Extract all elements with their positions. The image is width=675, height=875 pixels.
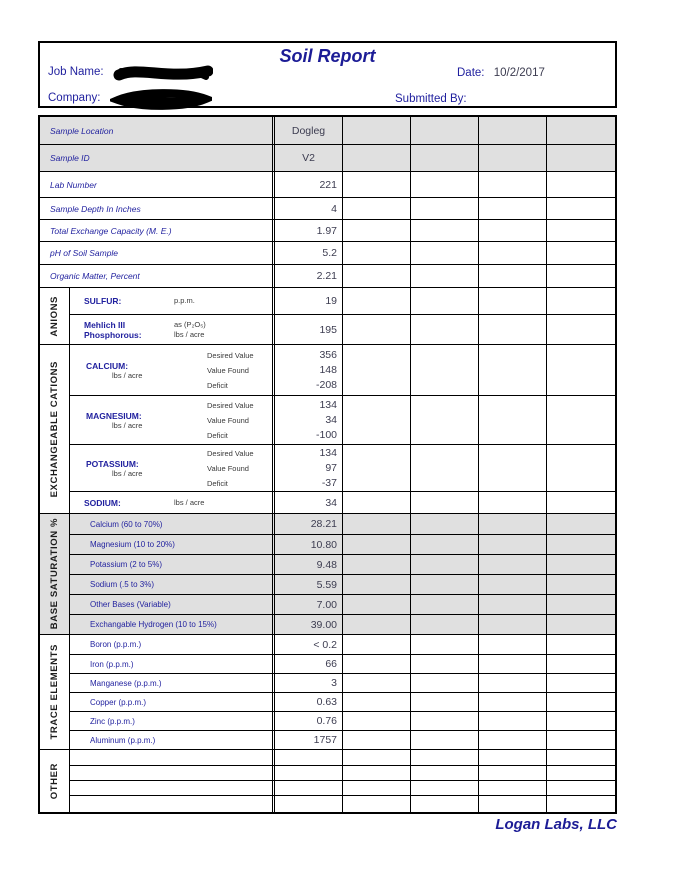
- empty-cell: [479, 242, 547, 264]
- table-row: [40, 264, 615, 287]
- row-label: Aluminum (p.p.m.): [70, 731, 275, 749]
- empty-cell: [479, 781, 547, 795]
- empty-cell: [343, 635, 411, 654]
- value-cell: 7.00: [275, 595, 343, 614]
- table-row: [40, 171, 615, 197]
- lab-signature: Logan Labs, LLC: [495, 816, 617, 833]
- label-cell: [70, 445, 275, 491]
- value-cell: 5.59: [275, 575, 343, 594]
- row-label: Potassium (2 to 5%): [70, 555, 275, 574]
- empty-cell: [479, 514, 547, 534]
- empty-cell: [411, 220, 479, 241]
- empty-cell: [547, 145, 615, 171]
- empty-label-cell: [70, 750, 275, 765]
- empty-cell: [411, 674, 479, 692]
- empty-cell: [343, 555, 411, 574]
- table-row: [70, 711, 615, 730]
- empty-cell: [411, 615, 479, 634]
- empty-cell: [479, 445, 547, 491]
- value-cell: 134 34 -100: [275, 396, 343, 444]
- empty-cell: [343, 220, 411, 241]
- empty-cell: [547, 655, 615, 673]
- empty-cell: [547, 220, 615, 241]
- table-row: [40, 241, 615, 264]
- value-cell: Dogleg: [275, 117, 343, 144]
- empty-cell: [547, 635, 615, 654]
- date-row: [457, 67, 545, 79]
- empty-cell: [411, 796, 479, 812]
- date-label: Date:: [457, 67, 485, 79]
- analyte-name: SODIUM:: [84, 497, 121, 508]
- empty-cell: [411, 766, 479, 780]
- empty-cell: [547, 615, 615, 634]
- empty-cell: [343, 693, 411, 711]
- row-label: Boron (p.p.m.): [70, 635, 275, 654]
- empty-cell: [343, 781, 411, 795]
- empty-cell: [479, 693, 547, 711]
- empty-cell: [479, 117, 547, 144]
- value-cell: 1757: [275, 731, 343, 749]
- empty-cell: [547, 781, 615, 795]
- empty-cell: [479, 766, 547, 780]
- table-row: [70, 692, 615, 711]
- value-cell: < 0.2: [275, 635, 343, 654]
- analyte-name: MAGNESIUM:: [86, 410, 142, 421]
- empty-cell: [479, 615, 547, 634]
- row-label: Organic Matter, Percent: [50, 271, 140, 281]
- empty-cell: [547, 492, 615, 513]
- empty-cell: [343, 492, 411, 513]
- empty-cell: [343, 145, 411, 171]
- value-cell: 39.00: [275, 615, 343, 634]
- empty-cell: [547, 242, 615, 264]
- analyte-name: POTASSIUM:: [86, 458, 139, 469]
- empty-cell: [479, 492, 547, 513]
- analyte-unit: lbs / acre: [174, 497, 205, 507]
- empty-cell: [411, 635, 479, 654]
- empty-cell: [479, 315, 547, 344]
- label-cell: [70, 315, 275, 344]
- empty-cell: [479, 220, 547, 241]
- table-row: [70, 288, 615, 314]
- empty-cell: [547, 514, 615, 534]
- submitted-by-label: Submitted By:: [395, 93, 467, 105]
- empty-cell: [411, 575, 479, 594]
- empty-cell: [479, 145, 547, 171]
- empty-cell: [479, 535, 547, 554]
- empty-cell: [547, 345, 615, 395]
- empty-cell: [479, 712, 547, 730]
- empty-cell: [343, 655, 411, 673]
- value-cell: 2.21: [275, 265, 343, 287]
- empty-cell: [343, 575, 411, 594]
- table-row: [70, 730, 615, 749]
- empty-cell: [411, 315, 479, 344]
- report-title: Soil Report: [279, 46, 376, 66]
- analyte-unit: lbs / acre: [112, 468, 143, 478]
- empty-cell: [411, 198, 479, 219]
- empty-cell: [547, 595, 615, 614]
- empty-cell: [343, 445, 411, 491]
- label-cell: [70, 288, 275, 314]
- empty-cell: [479, 345, 547, 395]
- soil-data-table: [38, 115, 617, 814]
- empty-cell: [411, 242, 479, 264]
- row-label: Other Bases (Variable): [70, 595, 275, 614]
- empty-cell: [343, 766, 411, 780]
- empty-cell: [479, 198, 547, 219]
- empty-cell: [275, 766, 343, 780]
- empty-cell: [479, 674, 547, 692]
- empty-cell: [411, 712, 479, 730]
- label-cell: [40, 265, 275, 287]
- table-row: [70, 491, 615, 513]
- label-cell: [40, 220, 275, 241]
- base-saturation-section: [40, 513, 615, 634]
- row-label: Total Exchange Capacity (M. E.): [50, 225, 172, 236]
- value-cell: 19: [275, 288, 343, 314]
- label-cell: [70, 492, 275, 513]
- table-row: [70, 444, 615, 491]
- empty-cell: [411, 492, 479, 513]
- empty-cell: [547, 396, 615, 444]
- table-row: [70, 635, 615, 654]
- row-label: Sample ID: [50, 153, 90, 163]
- empty-cell: [343, 288, 411, 314]
- report-header: [38, 41, 617, 108]
- empty-cell: [411, 750, 479, 765]
- empty-cell: [411, 693, 479, 711]
- analyte-unit: lbs / acre: [112, 420, 143, 430]
- other-section: [40, 749, 615, 812]
- table-row: [70, 780, 615, 795]
- empty-cell: [411, 555, 479, 574]
- value-cell: 195: [275, 315, 343, 344]
- row-label: Magnesium (10 to 20%): [70, 535, 275, 554]
- empty-cell: [343, 796, 411, 812]
- empty-cell: [479, 575, 547, 594]
- row-label: pH of Soil Sample: [50, 248, 119, 258]
- empty-cell: [479, 750, 547, 765]
- date-value: 10/2/2017: [493, 67, 545, 79]
- empty-cell: [411, 595, 479, 614]
- empty-cell: [547, 555, 615, 574]
- empty-cell: [479, 635, 547, 654]
- empty-cell: [343, 615, 411, 634]
- table-row: [70, 554, 615, 574]
- section-title-vertical: BASE SATURATION %: [40, 514, 70, 634]
- empty-cell: [479, 172, 547, 197]
- label-cell: [40, 145, 275, 171]
- empty-cell: [343, 242, 411, 264]
- label-cell: [40, 172, 275, 197]
- empty-cell: [547, 172, 615, 197]
- empty-cell: [411, 445, 479, 491]
- empty-cell: [343, 117, 411, 144]
- value-cell: 134 97 -37: [275, 445, 343, 491]
- empty-cell: [547, 117, 615, 144]
- value-cell: V2: [275, 145, 343, 171]
- analyte-unit: as (P₂O₅) lbs / acre: [174, 320, 206, 339]
- empty-label-cell: [70, 796, 275, 812]
- table-row: [70, 594, 615, 614]
- empty-cell: [547, 315, 615, 344]
- empty-cell: [547, 535, 615, 554]
- empty-cell: [547, 288, 615, 314]
- job-name-label: Job Name:: [48, 66, 104, 78]
- table-row: [40, 197, 615, 219]
- empty-cell: [411, 265, 479, 287]
- value-cell: 66: [275, 655, 343, 673]
- section-title-vertical: OTHER: [40, 750, 70, 812]
- empty-cell: [411, 514, 479, 534]
- analyte-name: Mehlich III Phosphorous:: [84, 319, 142, 340]
- empty-cell: [343, 315, 411, 344]
- row-label: Zinc (p.p.m.): [70, 712, 275, 730]
- value-kind-labels: Desired Value Value Found Deficit: [207, 350, 254, 390]
- table-row: [70, 534, 615, 554]
- value-cell: 221: [275, 172, 343, 197]
- row-label: Manganese (p.p.m.): [70, 674, 275, 692]
- empty-cell: [547, 766, 615, 780]
- value-cell: 0.76: [275, 712, 343, 730]
- empty-cell: [547, 796, 615, 812]
- empty-cell: [343, 514, 411, 534]
- row-label: Calcium (60 to 70%): [70, 514, 275, 534]
- value-kind-labels: Desired Value Value Found Deficit: [207, 400, 254, 440]
- empty-cell: [479, 796, 547, 812]
- empty-cell: [343, 198, 411, 219]
- empty-cell: [343, 750, 411, 765]
- empty-cell: [275, 796, 343, 812]
- label-cell: [40, 242, 275, 264]
- table-row: [70, 765, 615, 780]
- empty-cell: [411, 345, 479, 395]
- row-label: Sodium (.5 to 3%): [70, 575, 275, 594]
- analyte-name: SULFUR:: [84, 296, 122, 306]
- empty-cell: [547, 731, 615, 749]
- empty-cell: [479, 655, 547, 673]
- table-row: [70, 345, 615, 395]
- section-title-vertical: EXCHANGEABLE CATIONS: [40, 345, 70, 513]
- sample-info-section: [40, 117, 615, 287]
- table-row: [70, 395, 615, 444]
- table-row: [70, 654, 615, 673]
- row-label: Copper (p.p.m.): [70, 693, 275, 711]
- empty-cell: [275, 750, 343, 765]
- empty-label-cell: [70, 781, 275, 795]
- table-row: [70, 795, 615, 812]
- empty-cell: [411, 781, 479, 795]
- empty-cell: [343, 674, 411, 692]
- value-cell: 4: [275, 198, 343, 219]
- value-cell: 356 148 -208: [275, 345, 343, 395]
- empty-cell: [411, 172, 479, 197]
- analyte-unit: lbs / acre: [112, 370, 143, 380]
- value-cell: 34: [275, 492, 343, 513]
- table-row: [70, 514, 615, 534]
- empty-cell: [343, 345, 411, 395]
- empty-cell: [547, 265, 615, 287]
- row-label: Iron (p.p.m.): [70, 655, 275, 673]
- value-cell: 28.21: [275, 514, 343, 534]
- label-cell: [70, 345, 275, 395]
- table-row: [70, 574, 615, 594]
- label-cell: [70, 396, 275, 444]
- value-cell: 10.80: [275, 535, 343, 554]
- section-title-vertical: ANIONS: [40, 288, 70, 344]
- row-label: Sample Depth In Inches: [50, 203, 141, 214]
- redacted-job-name: [113, 62, 213, 85]
- empty-cell: [479, 555, 547, 574]
- analyte-name: CALCIUM:: [86, 360, 129, 371]
- empty-cell: [547, 693, 615, 711]
- table-row: [70, 314, 615, 344]
- value-cell: 5.2: [275, 242, 343, 264]
- empty-cell: [411, 145, 479, 171]
- empty-cell: [547, 712, 615, 730]
- redacted-company-name: [110, 88, 212, 111]
- empty-cell: [479, 595, 547, 614]
- table-row: [40, 117, 615, 144]
- value-kind-labels: Desired Value Value Found Deficit: [207, 448, 254, 488]
- empty-cell: [547, 750, 615, 765]
- empty-cell: [343, 172, 411, 197]
- empty-cell: [343, 535, 411, 554]
- value-cell: 3: [275, 674, 343, 692]
- row-label: Sample Location: [50, 125, 114, 136]
- section-title-vertical: TRACE ELEMENTS: [40, 635, 70, 749]
- empty-cell: [547, 198, 615, 219]
- table-row: [70, 614, 615, 634]
- empty-cell: [343, 396, 411, 444]
- analyte-unit: p.p.m.: [174, 296, 195, 306]
- empty-cell: [479, 265, 547, 287]
- table-row: [70, 673, 615, 692]
- trace-elements-section: [40, 634, 615, 749]
- empty-cell: [411, 535, 479, 554]
- empty-cell: [411, 396, 479, 444]
- empty-cell: [343, 712, 411, 730]
- empty-cell: [275, 781, 343, 795]
- empty-cell: [547, 445, 615, 491]
- company-label: Company:: [48, 92, 101, 104]
- empty-cell: [411, 288, 479, 314]
- table-row: [40, 144, 615, 171]
- empty-cell: [479, 288, 547, 314]
- table-row: [70, 750, 615, 765]
- anions-section: [40, 287, 615, 344]
- value-cell: 1.97: [275, 220, 343, 241]
- label-cell: [40, 117, 275, 144]
- empty-cell: [547, 575, 615, 594]
- empty-cell: [411, 731, 479, 749]
- row-label: Exchangable Hydrogen (10 to 15%): [70, 615, 275, 634]
- empty-cell: [343, 595, 411, 614]
- value-cell: 9.48: [275, 555, 343, 574]
- empty-cell: [479, 396, 547, 444]
- empty-cell: [343, 731, 411, 749]
- table-row: [40, 219, 615, 241]
- empty-cell: [479, 731, 547, 749]
- empty-cell: [411, 655, 479, 673]
- label-cell: [40, 198, 275, 219]
- cations-section: [40, 344, 615, 513]
- empty-cell: [547, 674, 615, 692]
- empty-cell: [343, 265, 411, 287]
- row-label: Lab Number: [50, 179, 97, 190]
- value-cell: 0.63: [275, 693, 343, 711]
- empty-label-cell: [70, 766, 275, 780]
- empty-cell: [411, 117, 479, 144]
